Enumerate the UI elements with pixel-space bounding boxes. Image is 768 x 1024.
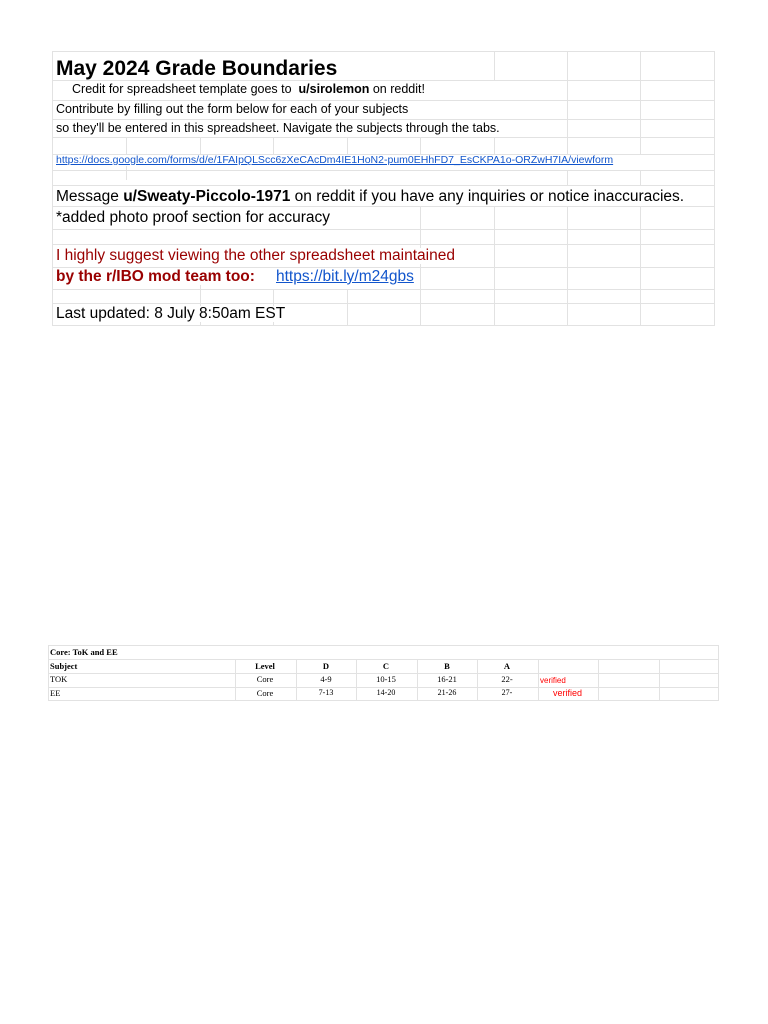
grid-line	[640, 206, 641, 326]
contribute-line-1: Contribute by filling out the form below for each of your subjects	[56, 102, 409, 116]
grid-line	[494, 137, 495, 154]
grid-line	[48, 645, 49, 701]
mod-spreadsheet-link[interactable]: https://bit.ly/m24gbs	[276, 268, 414, 285]
message-suffix: on reddit if you have any inquiries or notice inaccuracies.	[294, 188, 685, 205]
grid-line	[347, 137, 348, 154]
grid-line	[52, 206, 715, 207]
row-tok-verified: verified	[540, 676, 566, 685]
grid-line	[420, 137, 421, 154]
row-tok-level: Core	[256, 674, 274, 684]
form-link[interactable]: https://docs.google.com/forms/d/e/1FAIpQLScc6zXeCAcDm4IE1HoN2-pum0EHhFD7_EsCKPA1o-ORZwH7IA/viewform	[56, 154, 614, 166]
message-prefix: Message	[56, 188, 119, 205]
grid-line	[640, 170, 641, 185]
credit-user: u/sirolemon	[298, 82, 370, 96]
row-tok-subject: TOK	[50, 674, 68, 684]
grid-line	[52, 80, 715, 81]
grid-line	[567, 51, 568, 154]
grid-line	[48, 645, 719, 646]
header-c: C	[382, 661, 390, 671]
grid-line	[494, 51, 495, 80]
grid-line	[52, 289, 715, 290]
grid-line	[494, 206, 495, 326]
grid-line	[567, 170, 568, 185]
grid-line	[598, 659, 599, 701]
grid-line	[273, 137, 274, 154]
grid-line	[52, 137, 715, 138]
credit-suffix: on reddit!	[372, 82, 425, 96]
suggest-line: I highly suggest viewing the other spreadsheet maintained	[56, 247, 455, 264]
row-ee-level: Core	[256, 688, 274, 698]
grid-line	[52, 325, 715, 326]
contribute-line-2: so they'll be entered in this spreadsheet. Navigate the subjects through the tabs.	[56, 121, 500, 135]
row-tok-a: 22-	[501, 674, 513, 684]
message-line	[56, 189, 684, 205]
header-level: Level	[255, 661, 275, 671]
core-table	[48, 645, 719, 701]
row-ee-a: 27-	[501, 688, 513, 697]
grid-line	[52, 185, 715, 186]
row-tok-d: 4-9	[320, 674, 332, 684]
credit-line	[72, 83, 425, 96]
last-updated: Last updated: 8 July 8:50am EST	[56, 305, 286, 322]
grid-line	[417, 659, 418, 701]
grid-line	[567, 206, 568, 326]
grid-line	[52, 119, 715, 120]
row-ee-verified: verified	[553, 688, 583, 698]
grid-line	[347, 289, 348, 326]
message-user: u/Sweaty-Piccolo-1971	[123, 188, 291, 205]
grid-line	[718, 645, 719, 701]
grid-line	[356, 659, 357, 701]
row-tok-b: 16-21	[437, 674, 457, 684]
grid-line	[52, 303, 715, 304]
row-tok-c: 10-15	[376, 674, 396, 684]
header-d: D	[322, 661, 330, 671]
grid-line	[640, 51, 641, 154]
grid-line	[48, 659, 719, 660]
grid-line	[52, 229, 715, 230]
grid-line	[659, 659, 660, 701]
grid-line	[538, 659, 539, 701]
header-subject: Subject	[50, 661, 78, 671]
grid-line	[52, 170, 715, 171]
grid-line	[52, 244, 715, 245]
header-a: A	[503, 661, 511, 671]
grid-line	[235, 659, 236, 701]
row-ee-d: 7-13	[318, 688, 334, 697]
credit-prefix: Credit for spreadsheet template goes to	[72, 82, 292, 96]
grid-line	[52, 51, 53, 326]
grid-line	[296, 659, 297, 701]
row-ee-b: 21-26	[437, 688, 457, 697]
photo-proof-note: *added photo proof section for accuracy	[56, 209, 331, 226]
row-ee-subject: EE	[50, 688, 61, 698]
grid-line	[477, 659, 478, 701]
grid-line	[200, 137, 201, 154]
core-table-title: Core: ToK and EE	[50, 647, 118, 657]
grid-line	[52, 51, 715, 52]
grid-line	[48, 700, 719, 701]
grid-line	[714, 51, 715, 326]
mod-team-label: by the r/IBO mod team too:	[56, 268, 255, 285]
grid-line	[420, 206, 421, 326]
page-title: May 2024 Grade Boundaries	[56, 57, 338, 80]
grid-line	[52, 100, 715, 101]
header-b: B	[444, 661, 450, 671]
row-ee-c: 14-20	[376, 688, 396, 697]
info-sheet	[52, 51, 715, 326]
